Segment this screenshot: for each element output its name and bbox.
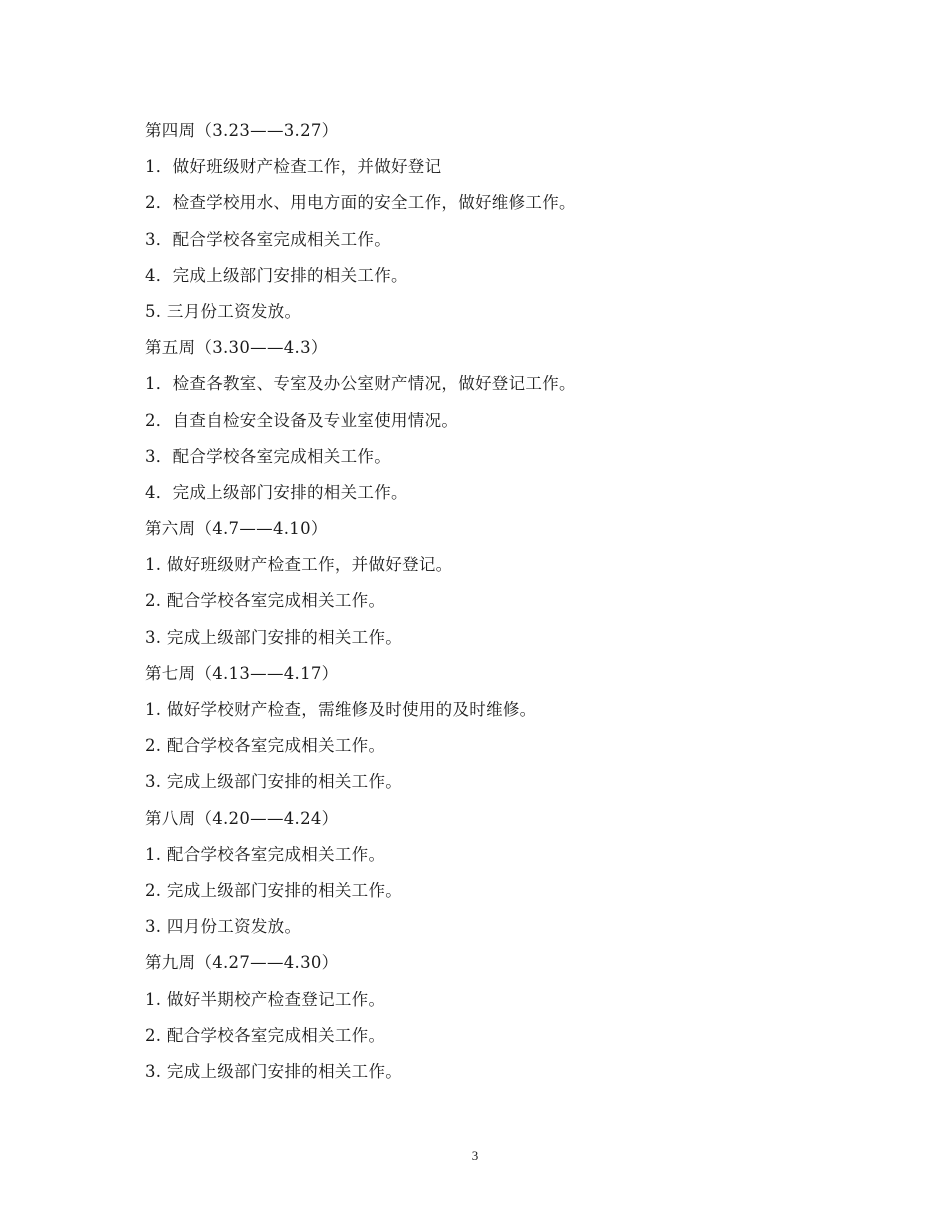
week-heading-9: 第九周（4.27——4.30） [145,953,339,973]
list-item: 2. 配合学校各室完成相关工作。 [145,1025,386,1045]
list-item: 2. 配合学校各室完成相关工作。 [145,736,386,756]
list-item: 2．自查自检安全设备及专业室使用情况。 [145,410,459,430]
list-item: 1．检查各教室、专室及办公室财产情况，做好登记工作。 [145,374,576,394]
list-item: 2. 配合学校各室完成相关工作。 [145,591,386,611]
page-number: 3 [471,1148,479,1163]
week-heading-5: 第五周（3.30——4.3） [145,338,328,358]
list-item: 3．配合学校各室完成相关工作。 [145,446,391,466]
list-item: 1. 做好学校财产检查，需维修及时使用的及时维修。 [145,700,537,719]
list-item: 2．检查学校用水、用电方面的安全工作，做好维修工作。 [145,193,576,213]
list-item: 3. 完成上级部门安排的相关工作。 [145,1061,403,1081]
week-heading-7: 第七周（4.13——4.17） [145,663,339,683]
list-item: 1. 做好班级财产检查工作，并做好登记。 [145,555,453,575]
week-heading-4: 第四周（3.23——3.27） [145,121,339,140]
list-item: 5. 三月份工资发放。 [145,301,302,321]
document-body [145,113,845,1090]
week-heading-8: 第八周（4.20——4.24） [145,808,339,828]
list-item: 1. 做好半期校产检查登记工作。 [145,989,386,1009]
list-item: 4．完成上级部门安排的相关工作。 [145,482,408,502]
list-item: 3．配合学校各室完成相关工作。 [145,229,391,249]
week-heading-6: 第六周（4.7——4.10） [145,519,328,539]
list-item: 4．完成上级部门安排的相关工作。 [145,265,408,285]
list-item: 3. 四月份工资发放。 [145,917,302,937]
list-item: 1. 配合学校各室完成相关工作。 [145,844,386,864]
list-item: 3. 完成上级部门安排的相关工作。 [145,772,403,792]
list-item: 2. 完成上级部门安排的相关工作。 [145,880,403,900]
list-item: 3. 完成上级部门安排的相关工作。 [145,627,403,647]
list-item: 1．做好班级财产检查工作，并做好登记 [145,157,442,177]
